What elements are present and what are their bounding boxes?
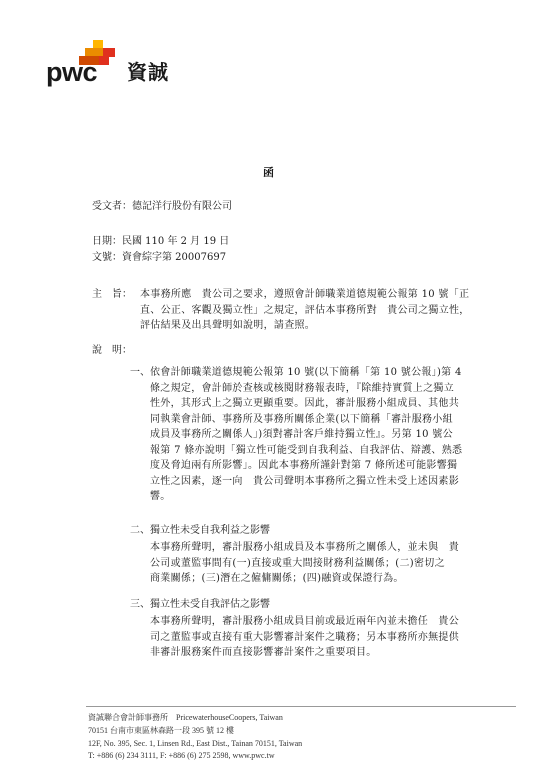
subject-line: 評估結果及出具聲明如說明，請查照。 — [140, 320, 316, 331]
item1-line: 度及脅迫兩有所影響」。因此本事務所謹針對第 7 條所述可能影響獨 — [150, 460, 458, 471]
recipient: 受文者：德記洋行股份有限公司 — [92, 201, 232, 212]
footer-contact: T: +886 (6) 234 3111, F: +886 (6) 275 2598, www.pwc.tw — [88, 751, 275, 760]
item1-line: 立性之因素，逐一向 貴公司聲明本事務所之獨立性未受上述因素影 — [150, 475, 459, 487]
subject-label: 主 旨： — [92, 289, 132, 300]
item1-line: 報第 7 條亦說明「獨立性可能受到自我利益、自我評估、辯護、熟悉 — [150, 444, 463, 456]
footer-address-zh: 70151 台南市東區林森路一段 395 號 12 樓 — [88, 726, 234, 735]
item3-line: 本事務所聲明，審計服務小組成員目前或最近兩年內並未擔任 貴公 — [150, 616, 459, 627]
item2-line: 公司或董監事間有(一)直接或重大間接財務利益關係；(二)密切之 — [150, 557, 445, 569]
item1-line: 同執業會計師、事務所及事務所關係企業(以下簡稱「審計服務小組 — [150, 413, 453, 425]
firm-chinese-name: 資誠 — [127, 60, 169, 84]
footer-firm-name: 資誠聯合會計師事務所 PricewaterhouseCoopers, Taiwan — [88, 713, 283, 722]
item3-heading: 三、獨立性未受自我評估之影響 — [130, 599, 270, 610]
item1-line: 成員及事務所之關係人」)須對審計客戶維持獨立性』。另第 10 號公 — [150, 429, 453, 440]
item1-line: 條之規定，會計師於查核或核閱財務報表時，『除維持實質上之獨立 — [150, 382, 454, 394]
item2-line: 商業關係；(三)潛在之僱傭關係；(四)融資或保證行為。 — [150, 573, 404, 584]
document-type: 函 — [263, 166, 274, 179]
item2-line: 本事務所聲明，審計服務小組成員及本事務所之關係人，並未與 貴 — [150, 542, 459, 553]
item2-body — [150, 540, 459, 587]
subject-line: 本事務所應 貴公司之要求，遵照會計師職業道德規範公報第 10 號「正 — [140, 289, 470, 300]
document-number: 文號：資會綜字第 20007697 — [92, 252, 227, 263]
item1-line: 依會計師職業道德規範公報第 10 號(以下簡稱「第 10 號公報」)第 4 — [150, 367, 462, 378]
footer-divider — [86, 706, 516, 707]
logo-block-red2 — [99, 56, 109, 65]
subject-body — [140, 287, 470, 334]
item1-line: 性外，其形式上之獨立更顯重要。因此，審計服務小組成員、其他共 — [150, 398, 459, 409]
item3-line: 司之董監事或直接有重大影響審計案件之職務；另本事務所亦無提供 — [150, 631, 459, 643]
pwc-wordmark: pwc — [46, 57, 98, 87]
item3-body — [150, 614, 459, 661]
item1-line: 響。 — [150, 491, 171, 502]
item1-body — [150, 365, 462, 505]
item3-line: 非審計服務案件而直接影響審計案件之重要項目。 — [150, 647, 377, 658]
document-date: 日期：民國 110 年 2 月 19 日 — [92, 236, 230, 247]
subject-line: 直、公正、客觀及獨立性」之規定，評估本事務所對 貴公司之獨立性， — [140, 304, 470, 316]
footer-address-en: 12F, No. 395, Sec. 1, Linsen Rd., East Dist., Tainan 70151, Taiwan — [88, 739, 303, 748]
explanation-label: 說 明： — [92, 345, 132, 356]
item1-number: 一、 — [130, 367, 150, 378]
item2-heading: 二、獨立性未受自我利益之影響 — [130, 525, 270, 536]
